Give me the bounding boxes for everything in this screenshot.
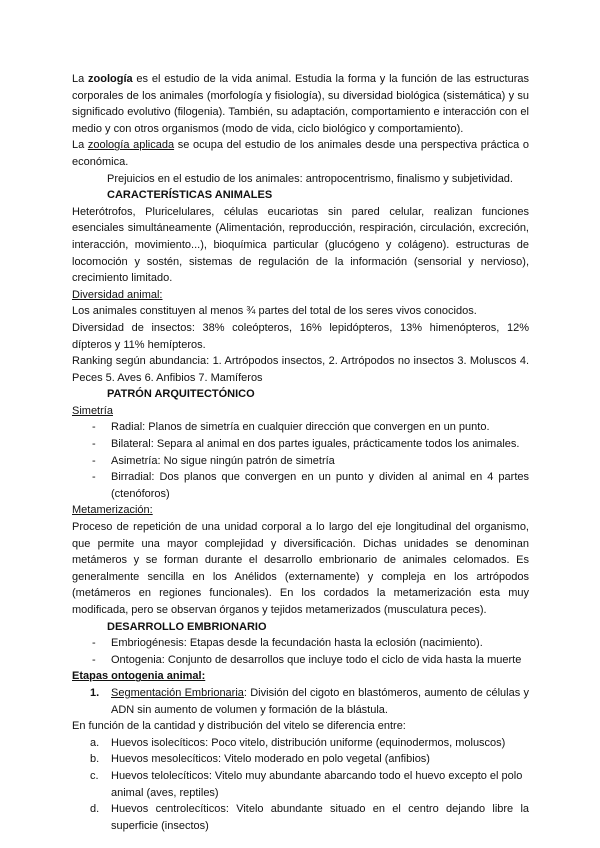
ranking-paragraph: Ranking según abundancia: 1. Artrópodos insectos, 2. Artrópodos no insectos 3. Moluscos 4. Peces 5. Aves 6. Anfibios 7. Mamíferos: [72, 355, 529, 384]
subheading-metamerizacion: Metamerización:: [72, 504, 153, 517]
list-item: - Ontogenia: Conjunto de desarrollos que incluye todo el ciclo de vida hasta la muerte: [90, 652, 529, 669]
text-span: es el estudio de la vida animal. Estudia la forma y la función de las estructuras corporales de los animales (morfología y fisiología), su diversidad biológica (sistemática) y su significado evolutivo (filogenia). También, su adaptación, comportamiento e interacción con el medio y con otros organismos (modo de vida, ciclo biológico y comportamiento).: [72, 73, 529, 135]
term-zoologia: zoología: [88, 73, 133, 85]
list-item: - Radial: Planos de simetría en cualquier dirección que convergen en un punto.: [90, 419, 529, 436]
list-item: [90, 735, 529, 752]
list-item: [90, 768, 529, 801]
list-marker: d.: [90, 803, 100, 816]
subheading-simetria: Simetría: [72, 404, 113, 417]
development-list: [72, 635, 529, 668]
egg-types-list: [72, 735, 529, 835]
list-item: - Bilateral: Separa al animal en dos partes iguales, prácticamente todos los animales.: [90, 436, 529, 453]
term-zoologia-aplicada: zoología aplicada: [87, 139, 175, 152]
text-span: Huevos telolecíticos: Vitelo muy abundante abarcando todo el huevo excepto el polo animal (aves, reptiles): [111, 769, 523, 799]
term-segmentacion: Segmentación Embrionaria: [111, 686, 244, 699]
diversity-paragraph-2: Diversidad de insectos: 38% coleópteros, 16% lepidópteros, 13% himenópteros, 12% dípteros y 11% hemípteros.: [72, 321, 529, 351]
list-item: [90, 801, 529, 834]
subheading-etapas: Etapas ontogenia animal:: [72, 670, 206, 683]
list-item: [90, 751, 529, 768]
section-heading-caracteristicas: CARACTERÍSTICAS ANIMALES: [107, 189, 273, 202]
list-item: [90, 685, 529, 718]
metamerization-paragraph: Proceso de repetición de una unidad corporal a lo largo del eje longitudinal del organismo, que permite una mayor complejidad y diversificación. Dichas unidades se denominan metámeros y se forman durante el desarrollo embrionario de animales celomados. Es generalmente sencilla en los Anélidos (externamente) y compleja en los artrópodos (metámeros en regiones funcionales). En los cordados la metamerización esta muy modificada, pero se observan órganos y tejidos metamerizados (musculatura peces).: [72, 521, 529, 616]
text-span: La: [72, 139, 88, 152]
list-marker: 1.: [90, 686, 100, 699]
text-span: : División del cigoto en blastómeros, aumento de células y ADN sin aumento de volumen y formación de la blástula.: [111, 686, 529, 716]
prejudices-paragraph: Prejuicios en el estudio de los animales: antropocentrismo, finalismo y subjetividad.: [107, 172, 513, 185]
symmetry-list: [72, 419, 529, 502]
text-span: Huevos mesolecíticos: Vitelo moderado en polo vegetal (anfibios): [111, 753, 430, 766]
stages-list: [72, 685, 529, 718]
text-span: La: [72, 73, 89, 85]
list-marker: a.: [90, 736, 100, 749]
text-span: Huevos centrolecíticos: Vitelo abundante situado en el centro dejando libre la superficie (insectos): [111, 803, 529, 832]
text-span: Huevos isolecíticos: Poco vitelo, distribución uniforme (equinodermos, moluscos): [111, 736, 506, 749]
characteristics-paragraph: Heterótrofos, Pluricelulares, células eucariotas sin pared celular, realizan funciones esenciales simultáneamente (Alimentación, reproducción, respiración, circulación, excreción, interacción, movimiento...), bioquímica particular (glucógeno y colágeno). estructuras de locomoción y sostén, sistemas de regulación de la información (sensorial y nervioso), crecimiento limitado.: [72, 205, 529, 285]
text-span: se ocupa del estudio de los animales desde una perspectiva práctica o económica.: [72, 139, 529, 168]
intro-paragraph: [72, 71, 529, 137]
list-item: - Embriogénesis: Etapas desde la fecundación hasta la eclosión (nacimiento).: [90, 635, 529, 652]
section-heading-desarrollo: DESARROLLO EMBRIONARIO: [107, 620, 267, 633]
list-marker: b.: [90, 753, 100, 766]
list-item: - Birradial: Dos planos que convergen en un punto y dividen al animal en 4 partes (ctenóforos): [90, 469, 529, 502]
section-heading-patron: PATRÓN ARQUITECTÓNICO: [107, 388, 255, 401]
subheading-diversidad: Diversidad animal:: [72, 288, 163, 301]
vitelo-paragraph: En función de la cantidad y distribución del vitelo se diferencia entre:: [72, 720, 406, 733]
list-item: - Asimetría: No sigue ningún patrón de simetría: [90, 453, 529, 470]
list-marker: c.: [90, 769, 99, 782]
diversity-paragraph-1: Los animales constituyen al menos ¾ partes del total de los seres vivos conocidos.: [72, 305, 477, 318]
applied-zoology-paragraph: [72, 137, 529, 170]
